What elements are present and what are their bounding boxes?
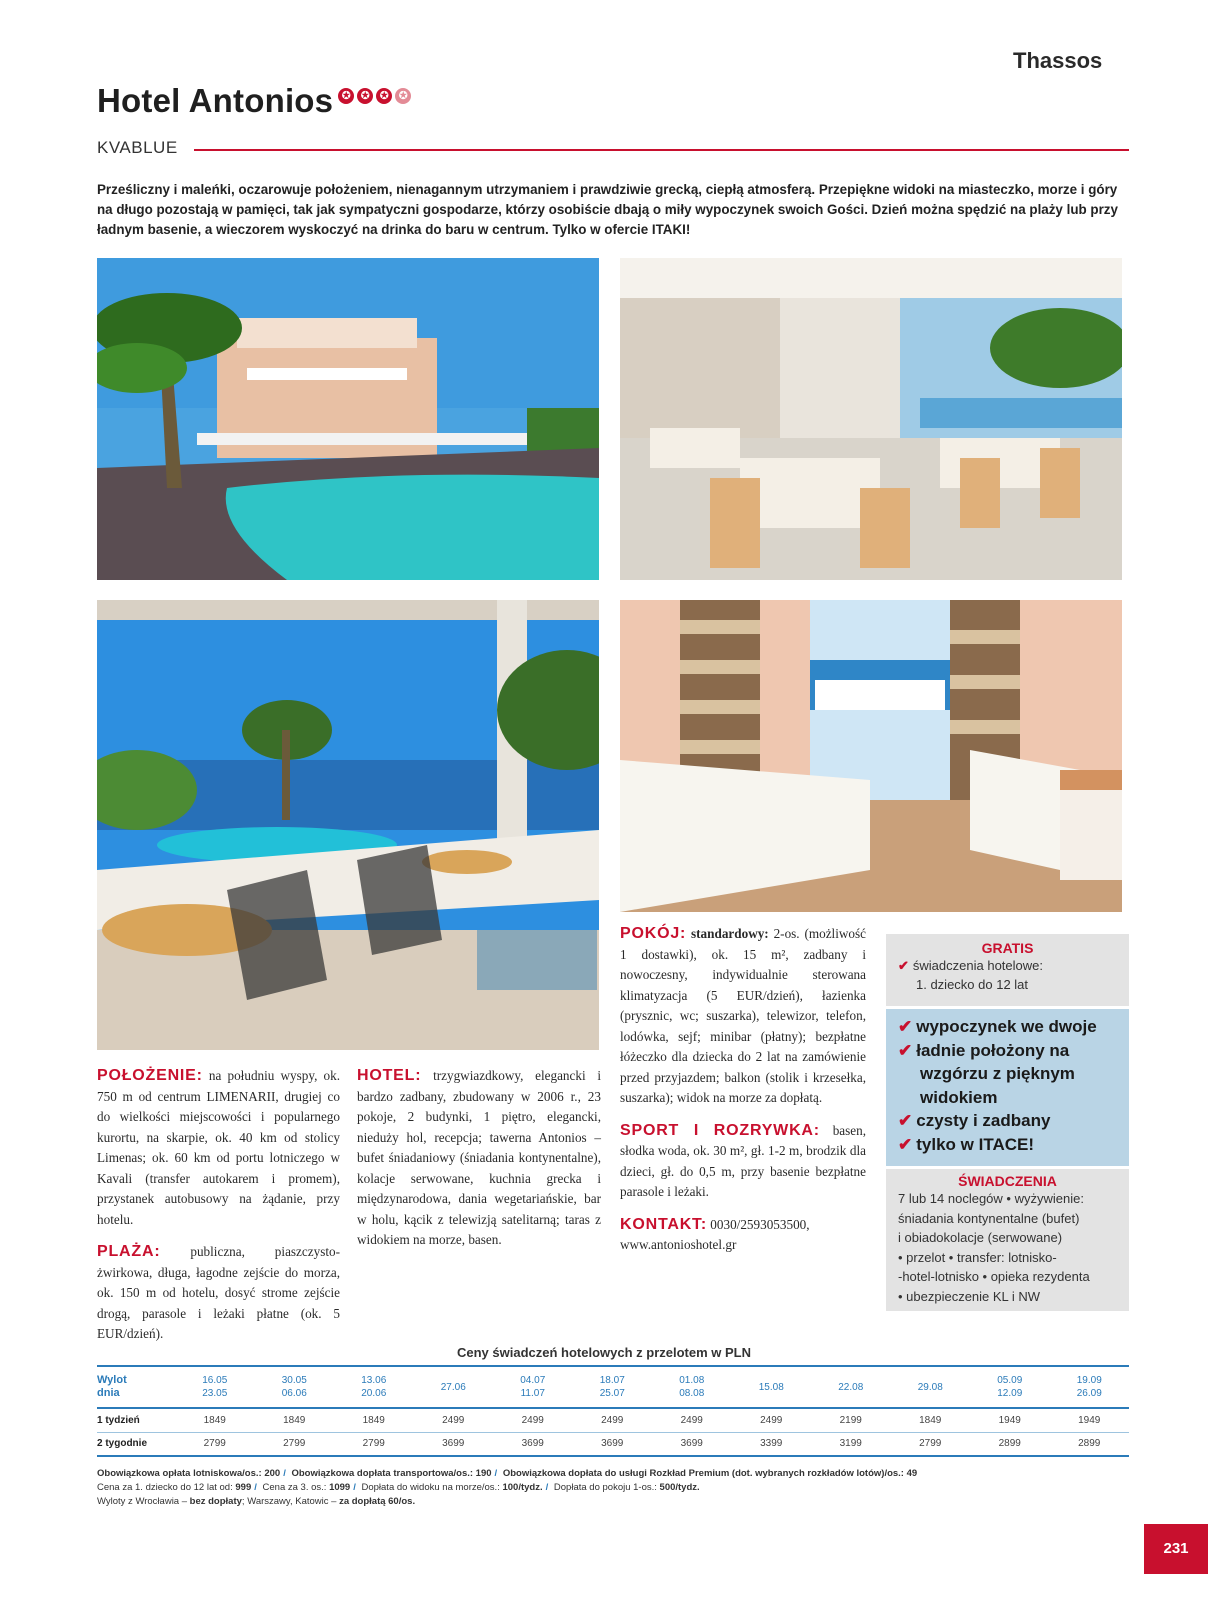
check-icon: ✔ — [898, 1111, 913, 1130]
swiadczenia-line: śniadania kontynentalne (bufet) — [898, 1210, 1080, 1226]
swiadczenia-line: i obiadokolacje (serwowane) — [898, 1230, 1063, 1245]
heading-polozenie: POŁOŻENIE: — [97, 1067, 203, 1084]
heading-pokoj: POKÓJ: — [620, 925, 687, 942]
price-cell: 2499 — [414, 1408, 494, 1432]
region-title: Thassos — [1013, 48, 1103, 73]
text-hotel: trzygwiazdkowy, elegancki i bardzo zadbany, zbudowany w 2006 r., 23 pokoje, 2 budynki, 1 piętro, elegancki, nieduży hol, recepcja; tawerna Antonios – bufet śniadaniowy (śniadania kontynentalne), kolacje serwowane, kuchnia grecka i międzynarodowa, dania wegetariańskie, bar w holu, kącik z telewizją satelitarną; taras z widokiem na morze, basen. — [357, 1068, 602, 1247]
price-cell: 1849 — [175, 1408, 255, 1432]
heading-plaza: PLAŻA: — [97, 1243, 161, 1260]
check-icon: ✔ — [898, 958, 909, 973]
price-cell: 3399 — [732, 1432, 812, 1456]
swiadczenia-line: 7 lub 14 noclegów • wyżywienie: — [898, 1191, 1084, 1206]
date-end: 26.09 — [1076, 1388, 1102, 1399]
price-cell: 2799 — [891, 1432, 971, 1456]
gratis-line1: świadczenia hotelowe: — [912, 958, 1043, 973]
note-departures-c: ; Warszawy, Katowic – — [241, 1496, 337, 1507]
date-end: 20.06 — [361, 1388, 387, 1399]
departure-date — [334, 1366, 414, 1408]
note-departures-b: bez dopłaty — [189, 1496, 242, 1507]
price-cell: 3199 — [811, 1432, 891, 1456]
departure-date — [414, 1366, 494, 1408]
photo-room — [620, 600, 1122, 912]
divider-line — [194, 149, 1129, 151]
date-start: 04.07 — [520, 1375, 546, 1386]
check-icon: ✔ — [898, 1134, 913, 1154]
note-single-room: 500/tydz. — [659, 1482, 700, 1493]
hotel-name: Hotel Antonios — [97, 82, 334, 119]
departure-date — [1050, 1366, 1130, 1408]
star-icon: ✪ — [338, 88, 354, 104]
gratis-title: GRATIS — [981, 940, 1034, 956]
price-cell: 2899 — [970, 1432, 1050, 1456]
price-cell: 2499 — [493, 1408, 573, 1432]
price-cell: 1949 — [970, 1408, 1050, 1432]
column-right — [620, 924, 866, 1268]
date-end: 08.08 — [679, 1388, 705, 1399]
gratis-line2: 1. dziecko do 12 lat — [916, 977, 1029, 992]
departure-date — [811, 1366, 891, 1408]
check-icon: ✔ — [898, 1017, 913, 1036]
date-start: 19.09 — [1076, 1375, 1102, 1386]
price-header-row — [97, 1366, 1129, 1408]
note-child-price-label: Cena za 1. dziecko do 12 lat od: — [97, 1482, 233, 1493]
note-airport-fee: Obowiązkowa opłata lotniskowa/os.: 200 — [97, 1468, 281, 1479]
note-premium-fee: Obowiązkowa dopłata do usługi Rozkład Premium (dot. wybranych rozkładów lotów)/os.: 49 — [502, 1468, 918, 1479]
note-departures-a: Wyloty z Wrocławia – — [97, 1496, 188, 1507]
departure-date — [255, 1366, 335, 1408]
price-cell: 2799 — [175, 1432, 255, 1456]
photo-pool — [97, 258, 599, 580]
price-cell: 2799 — [334, 1432, 414, 1456]
heading-kontakt: KONTAKT: — [620, 1215, 707, 1233]
row-label: 1 tydzień — [97, 1408, 175, 1432]
departure-date — [493, 1366, 573, 1408]
price-table — [97, 1365, 1129, 1457]
departure-date — [573, 1366, 653, 1408]
date-end: 23.05 — [202, 1388, 228, 1399]
price-cell: 1949 — [1050, 1408, 1130, 1432]
heading-sport: SPORT I ROZRYWKA: — [620, 1121, 820, 1139]
intro-text: Prześliczny i maleńki, oczarowuje położeniem, nienagannym utrzymaniem i prawdziwie grecką, ciepłą atmosferą. Przepiękne widoki na miasteczko, morze i góry na długo pozostają w pamięci, tak jak sympatyczni gospodarze, którzy osobiście dbają o miły wypoczynek swoich Gości. Dzień można spędzić na plaży lub przy ładnym basenie, a wieczorem wyskoczyć na drinka do baru w centrum. Tylko w ofercie ITAKI! — [97, 182, 1118, 237]
hotel-title-row — [97, 82, 414, 120]
feature-3: czysty i zadbany — [916, 1111, 1051, 1130]
date-start: 13.06 — [361, 1375, 387, 1386]
star-rating — [338, 88, 414, 104]
feature-2b: wzgórzu z pięknym — [920, 1064, 1075, 1083]
row-label: 2 tygodnie — [97, 1432, 175, 1456]
price-row-1-week — [97, 1408, 1129, 1432]
date-start: 30.05 — [281, 1375, 307, 1386]
note-sea-view: 100/tydz. — [502, 1482, 543, 1493]
date-start: 29.08 — [917, 1381, 943, 1393]
departure-date — [175, 1366, 255, 1408]
gratis-box — [886, 934, 1129, 1006]
feature-4: tylko w ITACE! — [916, 1134, 1034, 1154]
price-notes: Obowiązkowa opłata lotniskowa/os.: 200 / Obowiązkowa dopłata transportowa/os.: 190 / Obowiązkowa dopłata do usługi Rozkład Premium (dot. wybranych rozkładów lotów)/os.: 49 Cena za 1. dziecko do 12 lat od: 999 / Cena za 3. os.: 1099 / Dopłata do widoku na morze/os.: 100/tydz. / Dopłata do pokoju 1-os.: 500/tydz. Wyloty z Wrocławia – bez dopłaty; Warszawy, Katowic – za dopłatą 60/os. — [97, 1468, 918, 1507]
price-cell: 1849 — [334, 1408, 414, 1432]
column-left — [97, 1066, 340, 1357]
price-row-2-weeks — [97, 1432, 1129, 1456]
swiadczenia-line: -hotel-lotnisko • opieka rezydenta — [898, 1269, 1090, 1284]
photo-terrace — [97, 600, 599, 1050]
date-start: 18.07 — [599, 1375, 625, 1386]
contact-phone: 0030/2593053500, — [710, 1216, 810, 1232]
label-wylot: Wylot — [97, 1374, 127, 1386]
swiadczenia-title: ŚWIADCZENIA — [958, 1173, 1057, 1189]
price-cell: 2499 — [652, 1408, 732, 1432]
price-table-title: Ceny świadczeń hotelowych z przelotem w PLN — [456, 1345, 751, 1360]
swiadczenia-box — [886, 1169, 1129, 1311]
note-third-person: 1099 — [329, 1482, 351, 1493]
departure-date — [732, 1366, 812, 1408]
feature-1: wypoczynek we dwoje — [916, 1017, 1097, 1036]
date-end: 11.07 — [520, 1388, 545, 1399]
date-start: 27.06 — [440, 1381, 466, 1393]
departure-date — [970, 1366, 1050, 1408]
date-end: 12.09 — [997, 1388, 1023, 1399]
star-icon: ✪ — [376, 88, 392, 104]
date-start: 05.09 — [997, 1375, 1023, 1386]
price-cell: 3699 — [573, 1432, 653, 1456]
price-cell: 2799 — [255, 1432, 335, 1456]
note-child-price: 999 — [235, 1482, 252, 1493]
departure-date — [891, 1366, 971, 1408]
price-cell: 2499 — [573, 1408, 653, 1432]
check-icon: ✔ — [898, 1040, 913, 1060]
note-third-person-label: Cena za 3. os.: — [262, 1482, 327, 1493]
note-sea-view-label: Dopłata do widoku na morze/os.: — [361, 1482, 500, 1493]
text-plaza: publiczna, piaszczysto-żwirkowa, długa, łagodne zejście do morza, ok. 150 m od hotelu, dosyć strome zejście drogą, parasole i leżaki płatne (ok. 5 EUR/dzień). — [97, 1244, 340, 1341]
label-dnia: dnia — [97, 1387, 120, 1399]
page-number: 231 — [1144, 1524, 1208, 1574]
text-pokoj: 2-os. (możliwość 1 dostawki), ok. 15 m², zadbany i nowoczesny, indywidualnie sterowana klimatyzacja (5 EUR/dzień), łazienka (prysznic, wc; suszarka), telewizor, telefon, lodówka, sejf; minibar (płatny); bezpłatne łóżeczko dla dziecka do 2 lat na zamówienie przed przyjazdem; balkon (stolik i krzesełka, suszarka); widok na morze za dopłatą. — [620, 926, 866, 1105]
price-cell: 1849 — [891, 1408, 971, 1432]
swiadczenia-line: • ubezpieczenie KL i NW — [898, 1288, 1041, 1304]
code-row — [97, 138, 1129, 158]
text-polozenie: na południu wyspy, ok. 750 m od centrum LIMENARII, drugiej co do wielkości miejscowości i popularnego kurortu, na skarpie, ok. 40 km od stolicy Limenas; ok. 60 km od portu lotniczego w Kavali (transfer autokarem i promem), przystanek autobusowy na żądanie, przy hotelu. — [97, 1068, 341, 1227]
hotel-code: KVABLUE — [97, 138, 178, 157]
price-cell: 3699 — [414, 1432, 494, 1456]
date-start: 22.08 — [838, 1381, 864, 1393]
price-cell: 3699 — [493, 1432, 573, 1456]
heading-hotel: HOTEL: — [357, 1067, 422, 1084]
note-single-room-label: Dopłata do pokoju 1-os.: — [553, 1482, 657, 1493]
price-cell: 2499 — [732, 1408, 812, 1432]
column-middle — [357, 1066, 601, 1263]
half-star-icon: ✪ — [395, 88, 411, 104]
departure-date — [652, 1366, 732, 1408]
price-cell: 2199 — [811, 1408, 891, 1432]
date-start: 01.08 — [679, 1375, 705, 1386]
price-cell: 3699 — [652, 1432, 732, 1456]
feature-2: ładnie położony na — [916, 1040, 1070, 1060]
date-start: 16.05 — [202, 1375, 228, 1386]
header-label — [97, 1366, 175, 1408]
swiadczenia-line: • przelot • transfer: lotnisko- — [898, 1249, 1057, 1265]
note-departures-d: za dopłatą 60/os. — [339, 1496, 416, 1507]
photo-restaurant — [620, 258, 1122, 580]
star-icon: ✪ — [357, 88, 373, 104]
features-box — [886, 1009, 1129, 1166]
price-cell: 2899 — [1050, 1432, 1130, 1456]
date-start: 15.08 — [758, 1381, 784, 1393]
price-cell: 1849 — [255, 1408, 335, 1432]
text-pokoj-bold: standardowy: — [691, 926, 769, 941]
date-end: 25.07 — [599, 1388, 625, 1399]
date-end: 06.06 — [281, 1388, 307, 1399]
feature-2c: widokiem — [920, 1087, 998, 1107]
note-transport-fee: Obowiązkowa dopłata transportowa/os.: 190 — [291, 1468, 492, 1479]
text-sport: basen, słodka woda, ok. 30 m², gł. 1-2 m, brodzik dla dzieci, gł. do 0,5 m, przy basenie bezpłatne parasole i leżaki. — [620, 1122, 867, 1199]
contact-website[interactable]: www.antonioshotel.gr — [620, 1237, 737, 1252]
